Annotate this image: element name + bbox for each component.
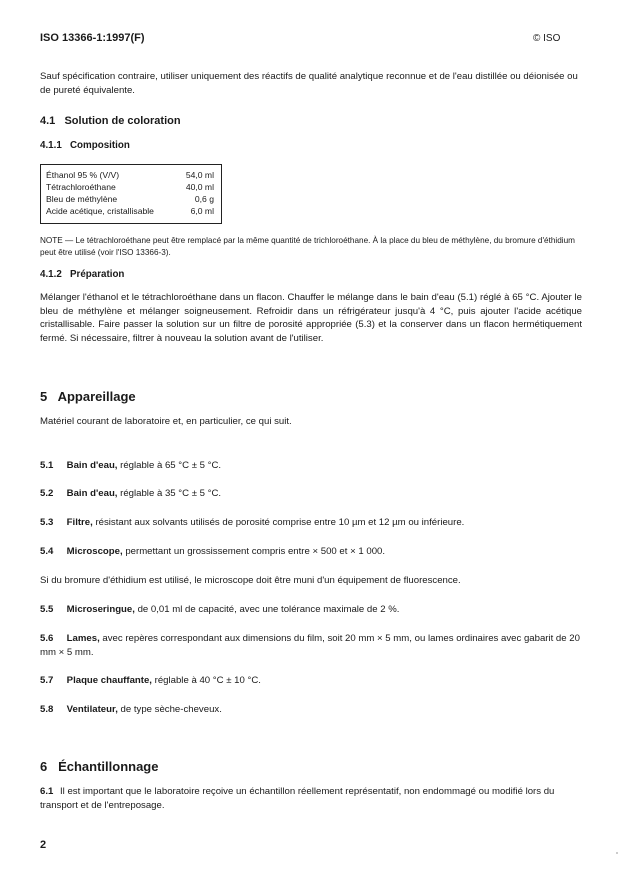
item-text: Il est important que le laboratoire reçoive un échantillon réellement représentatif, non endommagé ou modifié lors du transport et de l'entreposage. [40, 786, 555, 811]
apparatus-item [40, 632, 582, 659]
item-text: avec repères correspondant aux dimensions du film, soit 20 mm × 5 mm, ou lames ordinaires avec gabarit de 20 mm × 5 mm. [40, 633, 580, 658]
item-term: Filtre, [66, 517, 93, 528]
item-number: 5.6 [40, 633, 54, 644]
composition-name: Tétrachloroéthane [46, 182, 116, 192]
apparatus-item [40, 459, 582, 473]
section-number: 6 [40, 759, 48, 774]
standard-reference: ISO 13366-1:1997(F) [40, 32, 145, 44]
section-6-heading [40, 759, 158, 774]
item-number: 5.5 [40, 604, 54, 615]
composition-value: 54,0 ml [185, 170, 214, 180]
section-4-1-heading [40, 115, 181, 127]
item-number: 6.1 [40, 786, 54, 797]
item-number: 5.1 [40, 460, 54, 471]
composition-value: 40,0 ml [185, 182, 214, 192]
composition-value: 6,0 ml [190, 206, 214, 216]
composition-name: Acide acétique, cristallisable [46, 206, 154, 216]
preparation-paragraph: Mélanger l'éthanol et le tétrachloroéthane dans un flacon. Chauffer le mélange dans le bain d'eau (5.1) réglé à 65 °C. Ajouter le bleu de méthylène et mélanger soigneusement. Refroidir dans un réfrigérateur jusqu'à 4 °C, puis ajouter l'acide acétique cristallisable. Faire passer la solution sur un filtre de porosité appropriée (5.3) et la conserver dans un flacon hermétiquement fermé. Si nécessaire, filtrer à nouveau la solution avant de l'utiliser. [40, 292, 582, 344]
composition-name: Éthanol 95 % (V/V) [46, 170, 120, 180]
item-term: Ventilateur, [66, 704, 118, 715]
item-number: 5.8 [40, 704, 54, 715]
copyright-mark: © ISO [533, 33, 561, 44]
item-text: permettant un grossissement compris entre × 500 et × 1 000. [125, 546, 386, 557]
section-number: 5 [40, 389, 48, 404]
section-5-heading [40, 389, 136, 404]
item-text: réglable à 65 °C ± 5 °C. [120, 460, 222, 471]
section-number: 4.1 [40, 115, 56, 127]
item-term: Plaque chauffante, [66, 675, 152, 686]
item-number: 5.2 [40, 488, 54, 499]
section-5-intro: Matériel courant de laboratoire et, en particulier, ce qui suit. [40, 416, 292, 427]
apparatus-item [40, 703, 582, 717]
item-number: 5.3 [40, 517, 54, 528]
note-paragraph: NOTE — Le tétrachloroéthane peut être remplacé par la même quantité de trichloroéthane. À la place du bleu de méthylène, du bromure d'éthidium peut être utilisé (voir l'ISO 13366-3). [40, 236, 575, 257]
item-term: Bain d'eau, [66, 460, 118, 471]
item-term: Microseringue, [66, 604, 135, 615]
composition-name: Bleu de méthylène [46, 194, 118, 204]
page-number: 2 [40, 839, 47, 851]
section-number: 4.1.2 [40, 269, 62, 280]
section-title: Appareillage [57, 389, 136, 404]
composition-value: 0,6 g [194, 194, 214, 204]
section-title: Échantillonnage [58, 759, 159, 774]
apparatus-item [40, 516, 582, 530]
section-title: Solution de coloration [64, 115, 181, 127]
apparatus-item [40, 545, 582, 559]
section-4-1-2-heading [40, 269, 124, 280]
item-text: de 0,01 ml de capacité, avec une tolérance maximale de 2 %. [137, 604, 400, 615]
item-text: de type sèche-cheveux. [120, 704, 222, 715]
apparatus-item [40, 487, 582, 501]
item-number: 5.7 [40, 675, 54, 686]
item-term: Lames, [66, 633, 100, 644]
item-text: réglable à 35 °C ± 5 °C. [120, 488, 222, 499]
apparatus-item [40, 674, 582, 688]
section-title: Composition [69, 140, 130, 151]
section-title: Préparation [69, 269, 125, 280]
item-text: réglable à 40 °C ± 10 °C. [154, 675, 261, 686]
item-term: Bain d'eau, [66, 488, 118, 499]
section-number: 4.1.1 [40, 140, 62, 151]
intro-paragraph: Sauf spécification contraire, utiliser uniquement des réactifs de qualité analytique reconnue et de l'eau distillée ou déionisée ou de pureté équivalente. [40, 71, 578, 96]
item-term: Microscope, [66, 546, 123, 557]
section-4-1-1-heading [40, 140, 130, 151]
composition-table [40, 164, 222, 224]
item-text: résistant aux solvants utilisés de porosité comprise entre 10 µm et 12 µm ou inférieure. [95, 517, 465, 528]
microscope-note: Si du bromure d'éthidium est utilisé, le microscope doit être muni d'un équipement de fluorescence. [40, 575, 461, 586]
apparatus-item [40, 603, 582, 617]
section-6-1-paragraph [40, 785, 582, 812]
item-number: 5.4 [40, 546, 54, 557]
scan-speck [616, 852, 618, 854]
